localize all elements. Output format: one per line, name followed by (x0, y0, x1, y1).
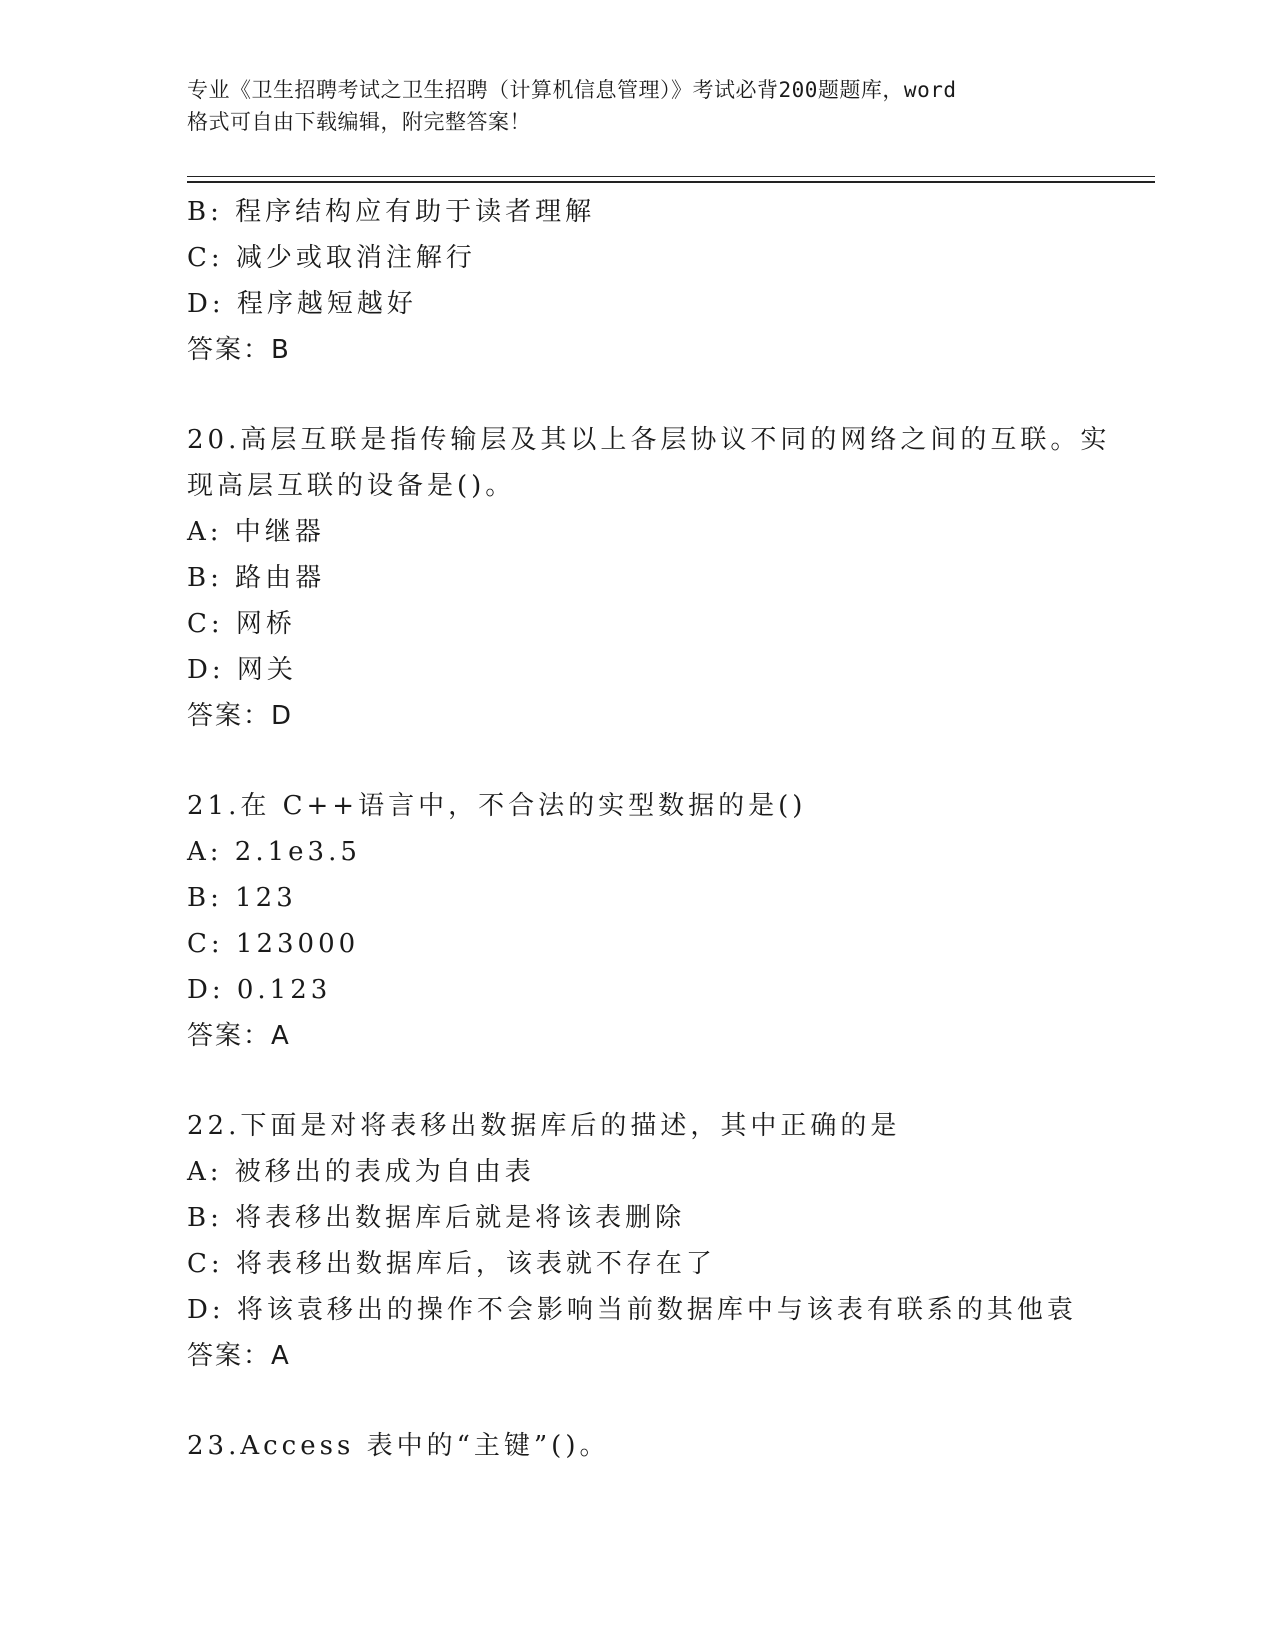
option-b: B: 将表移出数据库后就是将该表删除 (187, 1203, 686, 1233)
answer-20: 答案：D (187, 701, 294, 731)
option-b: B: 路由器 (187, 563, 326, 593)
header-title-line-2: 格式可自由下载编辑，附完整答案！ (187, 110, 531, 134)
answer-22: 答案：A (187, 1341, 291, 1371)
option-c: C: 网桥 (187, 609, 296, 639)
option-c: C: 123000 (187, 929, 360, 959)
question-20-text-line-1: 20.高层互联是指传输层及其以上各层协议不同的网络之间的互联。实 (187, 425, 1111, 455)
option-d: D: 程序越短越好 (187, 289, 417, 319)
option-d: D: 网关 (187, 655, 297, 685)
question-23 (187, 1423, 1087, 1469)
answer-21: 答案：A (187, 1021, 291, 1051)
question-19-continued (187, 189, 1087, 373)
header-divider-thick (187, 181, 1155, 183)
question-22 (187, 1103, 1087, 1379)
question-22-text: 22.下面是对将表移出数据库后的描述，其中正确的是 (187, 1111, 901, 1141)
document-header (187, 74, 1087, 138)
option-d: D: 将该袁移出的操作不会影响当前数据库中与该表有联系的其他袁 (187, 1295, 1077, 1325)
option-b: B: 123 (187, 883, 297, 913)
question-20 (187, 417, 1111, 739)
question-21 (187, 783, 1087, 1059)
option-c: C: 减少或取消注解行 (187, 243, 476, 273)
answer-19: 答案：B (187, 335, 291, 365)
option-c: C: 将表移出数据库后，该表就不存在了 (187, 1249, 716, 1279)
option-b: B: 程序结构应有助于读者理解 (187, 197, 596, 227)
question-23-text: 23.Access 表中的“主键”()。 (187, 1431, 610, 1461)
option-a: A: 被移出的表成为自由表 (187, 1157, 535, 1187)
option-a: A: 中继器 (187, 517, 325, 547)
option-d: D: 0.123 (187, 975, 332, 1005)
question-21-text: 21.在 C++语言中，不合法的实型数据的是() (187, 791, 807, 821)
header-divider-thin (187, 176, 1155, 177)
question-content (187, 189, 1111, 1469)
header-title-line-1: 专业《卫生招聘考试之卫生招聘（计算机信息管理）》考试必背200题题库，word (187, 78, 957, 102)
question-20-text-line-2: 现高层互联的设备是()。 (187, 471, 516, 501)
option-a: A: 2.1e3.5 (187, 837, 361, 867)
